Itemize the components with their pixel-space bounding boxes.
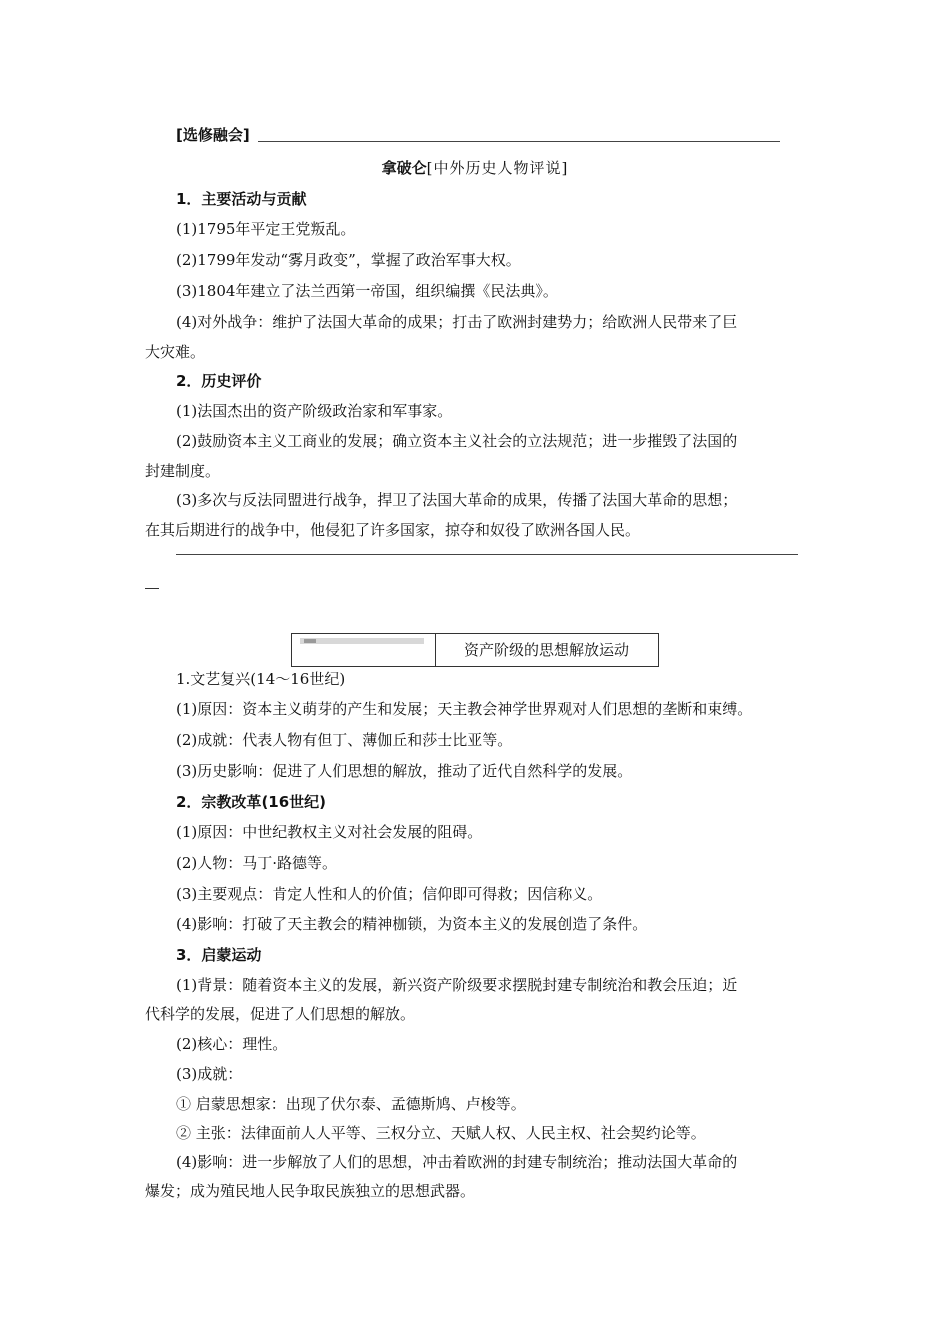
paragraph: 封建制度。 — [145, 462, 221, 480]
paragraph: (1)原因：中世纪教权主义对社会发展的阻碍。 — [176, 823, 483, 841]
paragraph: (1)法国杰出的资产阶级政治家和军事家。 — [176, 402, 453, 420]
section-title-box — [291, 633, 659, 667]
heading-evaluation: 2．历史评价 — [176, 372, 262, 390]
heading-main-activities: 1．主要活动与贡献 — [176, 190, 307, 208]
heading-enlightenment: 3．启蒙运动 — [176, 946, 262, 964]
heading-renaissance: 1.文艺复兴(14～16世纪) — [176, 670, 346, 688]
paragraph: (4)对外战争：维护了法国大革命的成果；打击了欧洲封建势力；给欧洲人民带来了巨 — [176, 313, 738, 331]
person-category: [中外历史人物评说] — [426, 159, 569, 177]
paragraph: (3)1804年建立了法兰西第一帝国，组织编撰《民法典》。 — [176, 282, 558, 300]
paragraph: ② 主张：法律面前人人平等、三权分立、天赋人权、人民主权、社会契约论等。 — [176, 1124, 706, 1142]
paragraph: (3)成就： — [176, 1065, 243, 1083]
paragraph: (4)影响：进一步解放了人们的思想，冲击着欧洲的封建专制统治；推动法国大革命的 — [176, 1153, 738, 1171]
paragraph: (2)鼓励资本主义工商业的发展；确立资本主义社会的立法规范；进一步摧毁了法国的 — [176, 432, 738, 450]
paragraph: (3)多次与反法同盟进行战争，捍卫了法国大革命的成果，传播了法国大革命的思想； — [176, 491, 738, 509]
paragraph: 在其后期进行的战争中，他侵犯了许多国家，掠夺和奴役了欧洲各国人民。 — [145, 521, 641, 539]
paragraph: (3)历史影响：促进了人们思想的解放，推动了近代自然科学的发展。 — [176, 762, 633, 780]
section-banner-graphic — [300, 638, 424, 644]
paragraph: 代科学的发展，促进了人们思想的解放。 — [145, 1005, 416, 1023]
separator-line — [176, 554, 798, 555]
heading-reformation: 2．宗教改革(16世纪) — [176, 793, 327, 811]
person-heading — [0, 157, 950, 178]
paragraph: ① 启蒙思想家：出现了伏尔泰、孟德斯鸠、卢梭等。 — [176, 1095, 526, 1113]
paragraph: (1)原因：资本主义萌芽的产生和发展；天主教会神学世界观对人们思想的垄断和束缚。 — [176, 700, 753, 718]
dash-mark — [145, 588, 159, 589]
person-name: 拿破仑 — [381, 159, 427, 177]
paragraph: 大灾难。 — [145, 343, 206, 361]
paragraph: (1)背景：随着资本主义的发展，新兴资产阶级要求摆脱封建专制统治和教会压迫；近 — [176, 976, 738, 994]
section-tag: [选修融会] — [176, 126, 250, 144]
section-box-left — [292, 634, 436, 666]
paragraph: 爆发；成为殖民地人民争取民族独立的思想武器。 — [145, 1182, 476, 1200]
section-title: 资产阶级的思想解放运动 — [463, 641, 629, 659]
tag-underline — [258, 141, 780, 142]
paragraph: (1)1795年平定王党叛乱。 — [176, 220, 356, 238]
paragraph: (2)核心：理性。 — [176, 1035, 288, 1053]
paragraph: (3)主要观点：肯定人性和人的价值；信仰即可得救；因信称义。 — [176, 885, 603, 903]
paragraph: (2)1799年发动“雾月政变”，掌握了政治军事大权。 — [176, 251, 521, 269]
paragraph: (2)成就：代表人物有但丁、薄伽丘和莎士比亚等。 — [176, 731, 513, 749]
paragraph: (4)影响：打破了天主教会的精神枷锁，为资本主义的发展创造了条件。 — [176, 915, 648, 933]
paragraph: (2)人物：马丁·路德等。 — [176, 854, 338, 872]
